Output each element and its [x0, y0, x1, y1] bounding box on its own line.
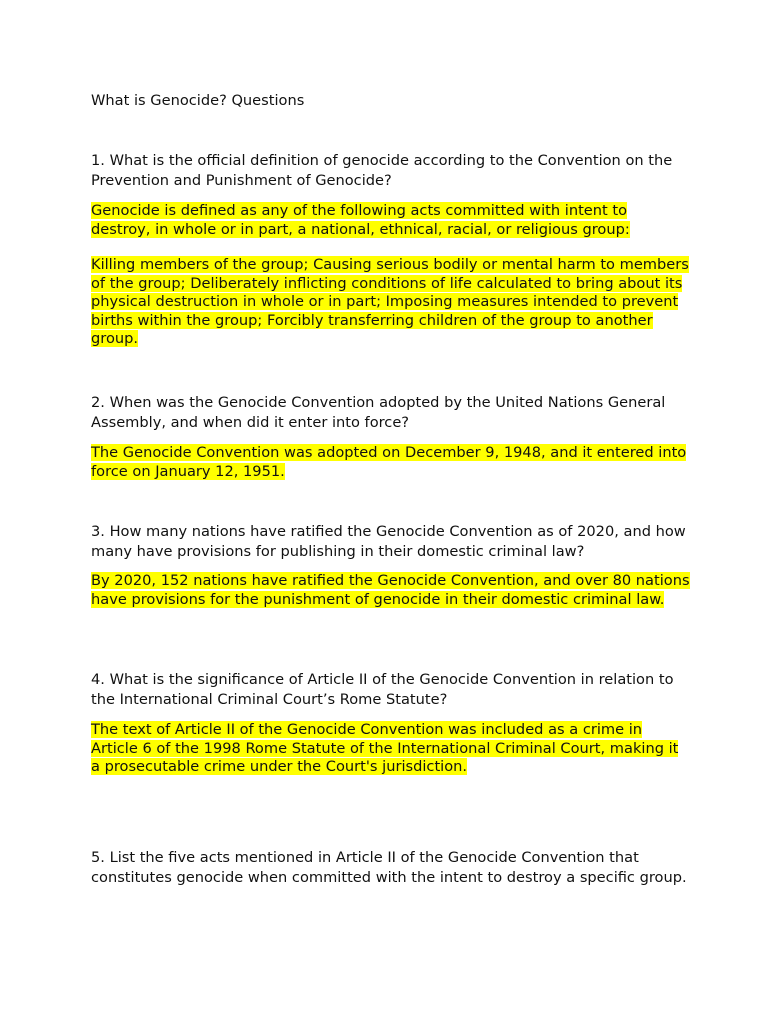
answer-2 [91, 444, 691, 481]
highlight: The text of Article II of the Genocide Convention was included as a crime in Article 6 of the 1998 Rome Statute of the International Criminal Court, making it a prosecutable crime under the Court's jurisdiction. [91, 721, 679, 775]
highlight: By 2020, 152 nations have ratified the Genocide Convention, and over 80 nations have provisions for the punishment of genocide in their domestic criminal law. [91, 572, 690, 608]
question-2: 2. When was the Genocide Convention adopted by the United Nations General Assembly, and when did it enter into force? [91, 394, 666, 431]
answer-3 [91, 572, 691, 609]
answer-1-definition [91, 202, 691, 239]
document-title: What is Genocide? Questions [91, 92, 305, 109]
answer-4 [91, 721, 691, 777]
highlight: Genocide is defined as any of the following acts committed with intent to destroy, in whole or in part, a national, ethnical, racial, or religious group: [91, 202, 630, 238]
answer-1-acts [91, 256, 691, 349]
question-3: 3. How many nations have ratified the Genocide Convention as of 2020, and how many have provisions for publishing in their domestic criminal law? [91, 523, 686, 560]
highlight: The Genocide Convention was adopted on December 9, 1948, and it entered into force on January 12, 1951. [91, 444, 687, 480]
highlight: Killing members of the group; Causing serious bodily or mental harm to members of the group; Deliberately inflicting conditions of life calculated to bring about its physical destruction in whole or in part; Imposing measures intended to prevent births within the group; Forcibly transferring children of the group to another group. [91, 256, 689, 347]
question-4: 4. What is the significance of Article II of the Genocide Convention in relation to the International Criminal Court’s Rome Statute? [91, 671, 674, 708]
question-5: 5. List the five acts mentioned in Article II of the Genocide Convention that constitutes genocide when committed with the intent to destroy a specific group. [91, 849, 687, 886]
question-1: 1. What is the official definition of genocide according to the Convention on the Prevention and Punishment of Genocide? [91, 152, 673, 189]
